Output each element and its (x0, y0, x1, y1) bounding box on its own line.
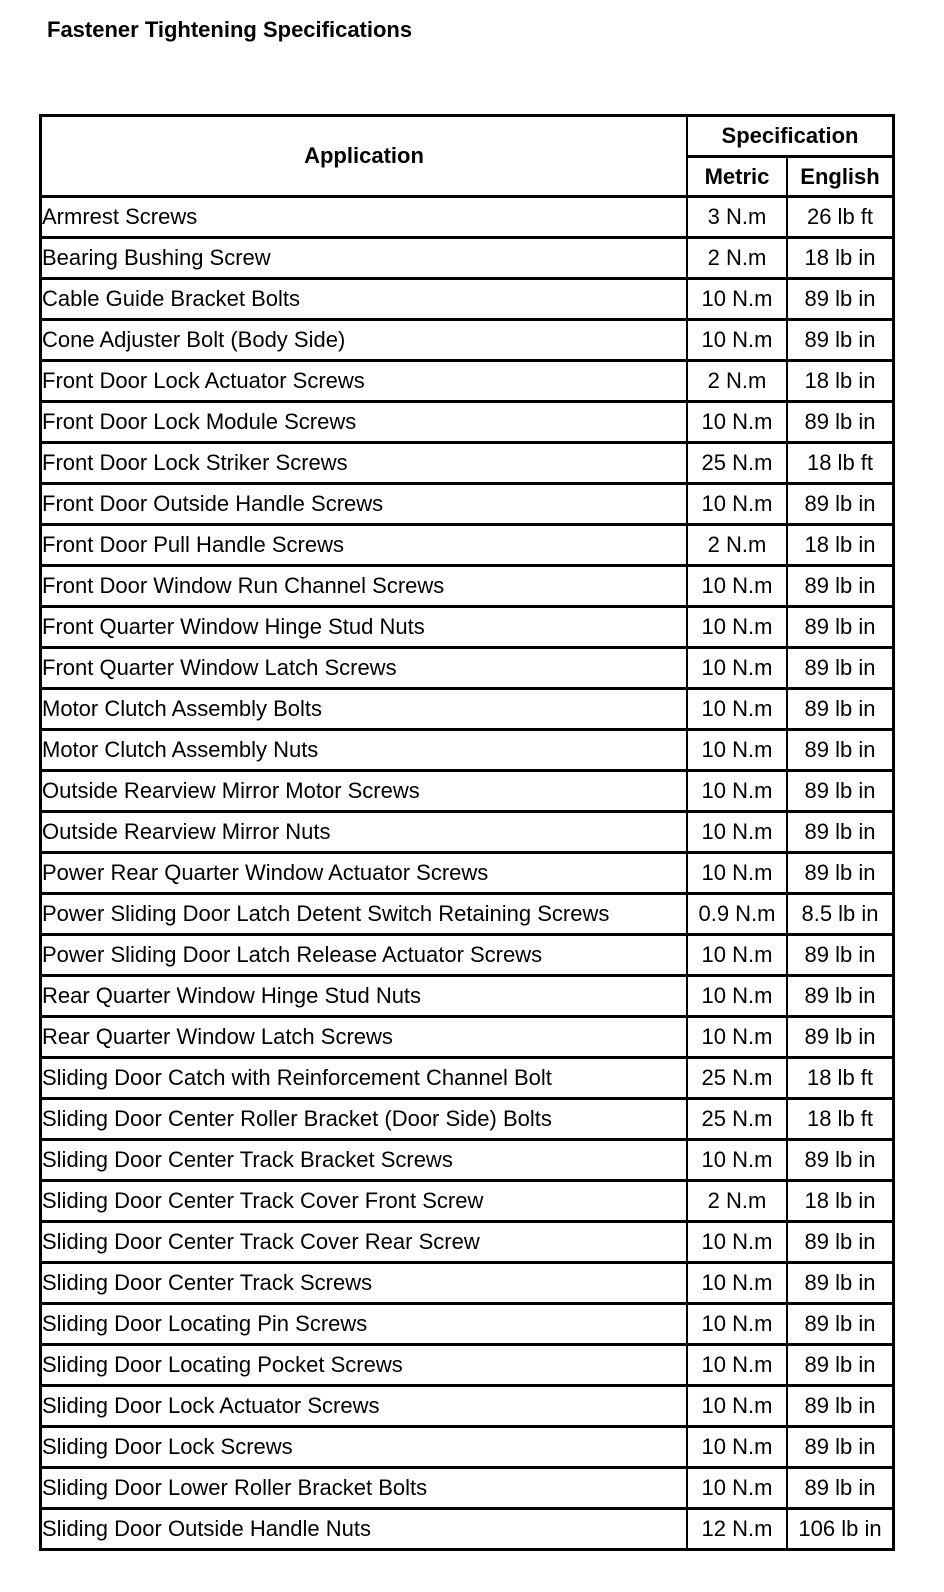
metric-cell: 25 N.m (688, 1100, 788, 1141)
table-row (42, 1182, 892, 1223)
table-row (42, 1100, 892, 1141)
spec-table-header (42, 117, 892, 198)
table-row (42, 813, 892, 854)
spec-table (39, 114, 895, 1551)
table-row (42, 198, 892, 239)
application-cell: Motor Clutch Assembly Nuts (42, 731, 688, 772)
table-row (42, 690, 892, 731)
metric-cell: 10 N.m (688, 1469, 788, 1510)
table-row (42, 772, 892, 813)
metric-cell: 10 N.m (688, 1428, 788, 1469)
metric-cell: 10 N.m (688, 690, 788, 731)
metric-cell: 10 N.m (688, 854, 788, 895)
metric-cell: 25 N.m (688, 444, 788, 485)
metric-cell: 2 N.m (688, 239, 788, 280)
metric-cell: 10 N.m (688, 1018, 788, 1059)
application-cell: Front Door Window Run Channel Screws (42, 567, 688, 608)
table-row (42, 1223, 892, 1264)
application-cell: Sliding Door Lock Actuator Screws (42, 1387, 688, 1428)
spec-table-body (42, 198, 892, 1548)
table-row (42, 1018, 892, 1059)
metric-cell: 10 N.m (688, 280, 788, 321)
english-cell: 18 lb ft (788, 1059, 892, 1100)
english-cell: 89 lb in (788, 690, 892, 731)
table-row (42, 485, 892, 526)
metric-cell: 0.9 N.m (688, 895, 788, 936)
table-row (42, 1059, 892, 1100)
application-cell: Bearing Bushing Screw (42, 239, 688, 280)
english-cell: 18 lb ft (788, 444, 892, 485)
metric-cell: 10 N.m (688, 731, 788, 772)
metric-cell: 10 N.m (688, 649, 788, 690)
english-cell: 89 lb in (788, 1346, 892, 1387)
table-row (42, 444, 892, 485)
application-cell: Outside Rearview Mirror Motor Screws (42, 772, 688, 813)
english-cell: 18 lb in (788, 239, 892, 280)
metric-cell: 10 N.m (688, 1346, 788, 1387)
application-cell: Front Quarter Window Latch Screws (42, 649, 688, 690)
application-cell: Sliding Door Lock Screws (42, 1428, 688, 1469)
table-row (42, 567, 892, 608)
application-cell: Motor Clutch Assembly Bolts (42, 690, 688, 731)
table-row (42, 977, 892, 1018)
application-cell: Sliding Door Center Track Cover Front Screw (42, 1182, 688, 1223)
table-row (42, 280, 892, 321)
table-row (42, 321, 892, 362)
english-cell: 89 lb in (788, 321, 892, 362)
table-row (42, 1428, 892, 1469)
metric-cell: 25 N.m (688, 1059, 788, 1100)
application-cell: Front Door Outside Handle Screws (42, 485, 688, 526)
table-row (42, 1141, 892, 1182)
english-cell: 8.5 lb in (788, 895, 892, 936)
table-row (42, 1264, 892, 1305)
metric-cell: 10 N.m (688, 1387, 788, 1428)
english-cell: 89 lb in (788, 485, 892, 526)
application-cell: Sliding Door Center Roller Bracket (Door Side) Bolts (42, 1100, 688, 1141)
application-cell: Sliding Door Center Track Screws (42, 1264, 688, 1305)
page-title: Fastener Tightening Specifications (47, 17, 413, 42)
english-cell: 18 lb in (788, 362, 892, 403)
table-row (42, 526, 892, 567)
header-application: Application (42, 117, 688, 198)
english-cell: 89 lb in (788, 1223, 892, 1264)
english-cell: 89 lb in (788, 731, 892, 772)
table-row (42, 362, 892, 403)
english-cell: 89 lb in (788, 567, 892, 608)
english-cell: 89 lb in (788, 772, 892, 813)
table-row (42, 895, 892, 936)
metric-cell: 10 N.m (688, 321, 788, 362)
application-cell: Front Quarter Window Hinge Stud Nuts (42, 608, 688, 649)
metric-cell: 10 N.m (688, 403, 788, 444)
application-cell: Sliding Door Locating Pocket Screws (42, 1346, 688, 1387)
english-cell: 18 lb ft (788, 1100, 892, 1141)
application-cell: Front Door Lock Actuator Screws (42, 362, 688, 403)
english-cell: 89 lb in (788, 403, 892, 444)
english-cell: 89 lb in (788, 813, 892, 854)
english-cell: 89 lb in (788, 854, 892, 895)
header-english: English (788, 158, 892, 198)
application-cell: Front Door Lock Striker Screws (42, 444, 688, 485)
application-cell: Power Sliding Door Latch Release Actuator Screws (42, 936, 688, 977)
application-cell: Cone Adjuster Bolt (Body Side) (42, 321, 688, 362)
english-cell: 89 lb in (788, 936, 892, 977)
table-row (42, 608, 892, 649)
metric-cell: 10 N.m (688, 1223, 788, 1264)
application-cell: Sliding Door Center Track Bracket Screws (42, 1141, 688, 1182)
metric-cell: 10 N.m (688, 813, 788, 854)
metric-cell: 12 N.m (688, 1510, 788, 1548)
metric-cell: 2 N.m (688, 1182, 788, 1223)
application-cell: Cable Guide Bracket Bolts (42, 280, 688, 321)
metric-cell: 10 N.m (688, 1305, 788, 1346)
english-cell: 89 lb in (788, 608, 892, 649)
english-cell: 89 lb in (788, 1305, 892, 1346)
application-cell: Rear Quarter Window Latch Screws (42, 1018, 688, 1059)
application-cell: Power Rear Quarter Window Actuator Screws (42, 854, 688, 895)
table-row (42, 1387, 892, 1428)
application-cell: Front Door Pull Handle Screws (42, 526, 688, 567)
table-row (42, 1510, 892, 1548)
application-cell: Outside Rearview Mirror Nuts (42, 813, 688, 854)
table-row (42, 854, 892, 895)
application-cell: Front Door Lock Module Screws (42, 403, 688, 444)
application-cell: Power Sliding Door Latch Detent Switch Retaining Screws (42, 895, 688, 936)
metric-cell: 10 N.m (688, 1141, 788, 1182)
english-cell: 89 lb in (788, 1387, 892, 1428)
english-cell: 18 lb in (788, 526, 892, 567)
english-cell: 89 lb in (788, 1428, 892, 1469)
table-row (42, 1305, 892, 1346)
table-row (42, 239, 892, 280)
english-cell: 89 lb in (788, 280, 892, 321)
application-cell: Sliding Door Catch with Reinforcement Channel Bolt (42, 1059, 688, 1100)
english-cell: 89 lb in (788, 977, 892, 1018)
metric-cell: 2 N.m (688, 362, 788, 403)
application-cell: Sliding Door Locating Pin Screws (42, 1305, 688, 1346)
table-row (42, 936, 892, 977)
english-cell: 26 lb ft (788, 198, 892, 239)
metric-cell: 2 N.m (688, 526, 788, 567)
application-cell: Rear Quarter Window Hinge Stud Nuts (42, 977, 688, 1018)
metric-cell: 10 N.m (688, 977, 788, 1018)
metric-cell: 10 N.m (688, 772, 788, 813)
english-cell: 89 lb in (788, 1264, 892, 1305)
application-cell: Sliding Door Lower Roller Bracket Bolts (42, 1469, 688, 1510)
application-cell: Sliding Door Outside Handle Nuts (42, 1510, 688, 1548)
table-row (42, 649, 892, 690)
english-cell: 89 lb in (788, 649, 892, 690)
english-cell: 89 lb in (788, 1141, 892, 1182)
table-row (42, 403, 892, 444)
application-cell: Armrest Screws (42, 198, 688, 239)
english-cell: 89 lb in (788, 1469, 892, 1510)
metric-cell: 3 N.m (688, 198, 788, 239)
header-specification: Specification (688, 117, 892, 158)
english-cell: 18 lb in (788, 1182, 892, 1223)
english-cell: 106 lb in (798, 1516, 882, 1541)
application-cell: Sliding Door Center Track Cover Rear Screw (42, 1223, 688, 1264)
metric-cell: 10 N.m (688, 1264, 788, 1305)
table-row (42, 1469, 892, 1510)
metric-cell: 10 N.m (688, 936, 788, 977)
english-cell: 89 lb in (788, 1018, 892, 1059)
metric-cell: 10 N.m (688, 485, 788, 526)
metric-cell: 10 N.m (688, 567, 788, 608)
table-row (42, 731, 892, 772)
table-row (42, 1346, 892, 1387)
metric-cell: 10 N.m (688, 608, 788, 649)
header-metric: Metric (688, 158, 788, 198)
